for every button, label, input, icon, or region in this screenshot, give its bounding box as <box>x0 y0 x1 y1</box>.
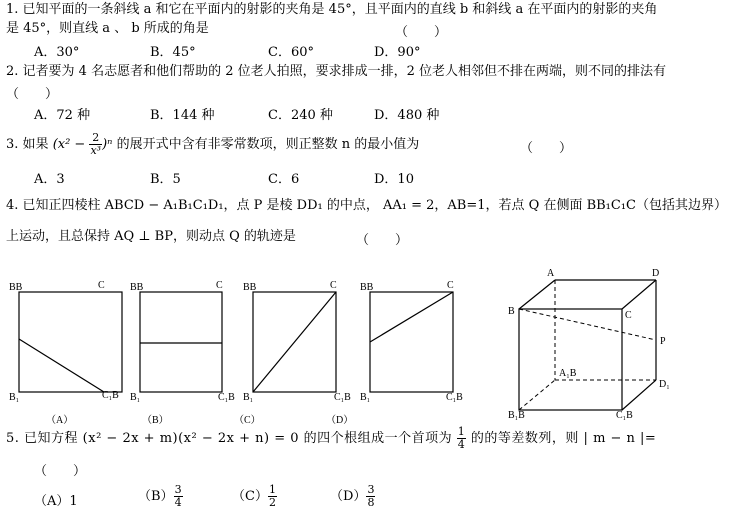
q5-option-b-frac <box>174 484 183 509</box>
q1-option-c: C．60° <box>268 45 314 60</box>
q5-option-d-frac <box>366 484 375 509</box>
q5-option-c-label: （C） <box>232 489 268 504</box>
q3-fraction <box>89 132 102 157</box>
q5-option-c-frac <box>268 484 277 509</box>
fig-c-label-bl: B₁ <box>243 392 254 403</box>
q5-option-b-num: 3 <box>174 483 182 496</box>
q5-option-c-den: 2 <box>268 496 276 509</box>
q3-prefix: 3. 如果 <box>6 137 49 152</box>
q4-figure-a <box>9 280 122 426</box>
fig-a-label-br: C₁B <box>102 390 119 401</box>
q3-expr-open: (x² − <box>52 137 90 152</box>
fig-b-option-label: （B） <box>142 415 169 426</box>
fig-c-option-label: （C） <box>234 415 261 426</box>
q3-expr-close: )ⁿ <box>102 137 113 152</box>
fig-d-label-tl: BB <box>360 282 374 293</box>
q5-option-d-num: 3 <box>367 483 375 496</box>
cube-label-p: P <box>660 336 666 347</box>
q1-stem-line2: 是 45°，则直线 a 、 b 所成的角是 <box>6 21 209 36</box>
fig-a-label-tl: BB <box>9 282 23 293</box>
q5-option-b-den: 4 <box>174 496 182 509</box>
q3-stem <box>6 132 419 158</box>
cube-label-d1: D₁ <box>659 379 670 390</box>
q1-option-d: D．90° <box>374 45 421 60</box>
fig-b-label-br: C₁B <box>218 392 235 403</box>
q3-frac-num: 2 <box>89 132 102 145</box>
q5-option-c-num: 1 <box>268 483 276 496</box>
fig-b-label-bl: B₁ <box>130 392 141 403</box>
cube-label-d: D <box>652 268 660 279</box>
cube-label-c1: C₁B <box>616 410 633 421</box>
q5-stem <box>6 424 656 454</box>
q5-option-d <box>330 482 375 512</box>
fig-a-label-tr: C <box>98 280 105 291</box>
fig-a-option-label: （A） <box>46 415 74 426</box>
fig-c-label-br: C₁B <box>334 392 351 403</box>
q5-frac-num: 1 <box>457 425 466 438</box>
q3-option-a: A．3 <box>34 172 65 187</box>
q3-option-b: B．5 <box>150 172 181 187</box>
cube-label-a1: A₁B <box>559 368 577 379</box>
q5-answer-paren: （ ） <box>34 464 87 479</box>
q2-option-d: D．480 种 <box>374 108 440 123</box>
q2-option-c: C．240 种 <box>268 108 333 123</box>
fig-b-label-tr: C <box>216 280 223 291</box>
fig-b-label-tl: BB <box>130 282 144 293</box>
q2-option-b: B．144 种 <box>150 108 215 123</box>
q3-frac-den: x³ <box>90 144 102 157</box>
fig-a-label-bl: B₁ <box>9 392 20 403</box>
fig-d-label-tr: C <box>447 280 454 291</box>
q3-suffix: 的展开式中含有非零常数项，则正整数 n 的最小值为 <box>116 137 420 152</box>
q1-answer-paren: （ ） <box>395 25 448 40</box>
cube-label-b: B <box>508 306 515 317</box>
q5-option-b-label: （B） <box>138 489 174 504</box>
q2-option-a: A．72 种 <box>34 108 91 123</box>
q5-option-b <box>138 482 183 512</box>
q5-option-a-label: （A）1 <box>34 494 78 509</box>
q3-option-d: D．10 <box>374 172 414 187</box>
fig-d-label-bl: B₁ <box>360 392 371 403</box>
cube-label-b1: B₁B <box>508 410 525 421</box>
q4-prism-figure <box>508 268 670 421</box>
fig-c-label-tr: C <box>330 280 337 291</box>
q4-figure-b <box>130 280 235 426</box>
q5-prefix: 5. 已知方程 (x² − 2x + m)(x² − 2x + n) = 0 的四个根组成一个首项为 <box>6 431 453 446</box>
q3-answer-paren: （ ） <box>520 141 573 156</box>
q4-figure-d <box>326 280 463 426</box>
cube-label-c: C <box>625 310 632 321</box>
q1-option-a: A．30° <box>34 45 80 60</box>
q3-option-c: C．6 <box>268 172 300 187</box>
q4-answer-paren: （ ） <box>356 233 409 248</box>
q1-stem-line1: 1. 已知平面的一条斜线 a 和它在平面内的射影的夹角是 45°，且平面内的直线 b 和斜线 a 在平面内的射影的夹角 <box>6 2 658 17</box>
q5-option-c <box>232 482 277 512</box>
q5-option-d-label: （D） <box>330 489 367 504</box>
q5-option-d-den: 8 <box>367 496 375 509</box>
q4-figure-c <box>234 280 354 426</box>
q5-fraction <box>457 426 467 451</box>
q5-option-a <box>34 490 78 509</box>
q2-stem-line1: 2. 记者要为 4 名志愿者和他们帮助的 2 位老人拍照，要求排成一排，2 位老人相邻但不排在两端，则不同的排法有 <box>6 64 667 79</box>
q5-frac-den: 4 <box>457 438 466 451</box>
cube-label-a: A <box>547 268 555 279</box>
q1-option-b: B．45° <box>150 45 196 60</box>
fig-d-option-label: （D） <box>326 415 354 426</box>
q5-suffix: 的的等差数列，则 | m − n |= <box>470 431 657 446</box>
q4-figures <box>0 262 736 427</box>
q4-stem-line2: 上运动，且总保持 AQ ⊥ BP，则动点 Q 的轨迹是 <box>6 229 296 244</box>
q2-answer-paren: （ ） <box>6 87 59 102</box>
fig-c-label-tl: BB <box>243 282 257 293</box>
q4-stem-line1: 4. 已知正四棱柱 ABCD − A₁B₁C₁D₁，点 P 是棱 DD₁ 的中点， AA₁ = 2，AB=1，若点 Q 在侧面 BB₁C₁C（包括其边界） <box>6 198 727 213</box>
fig-d-label-br: C₁B <box>446 392 463 403</box>
